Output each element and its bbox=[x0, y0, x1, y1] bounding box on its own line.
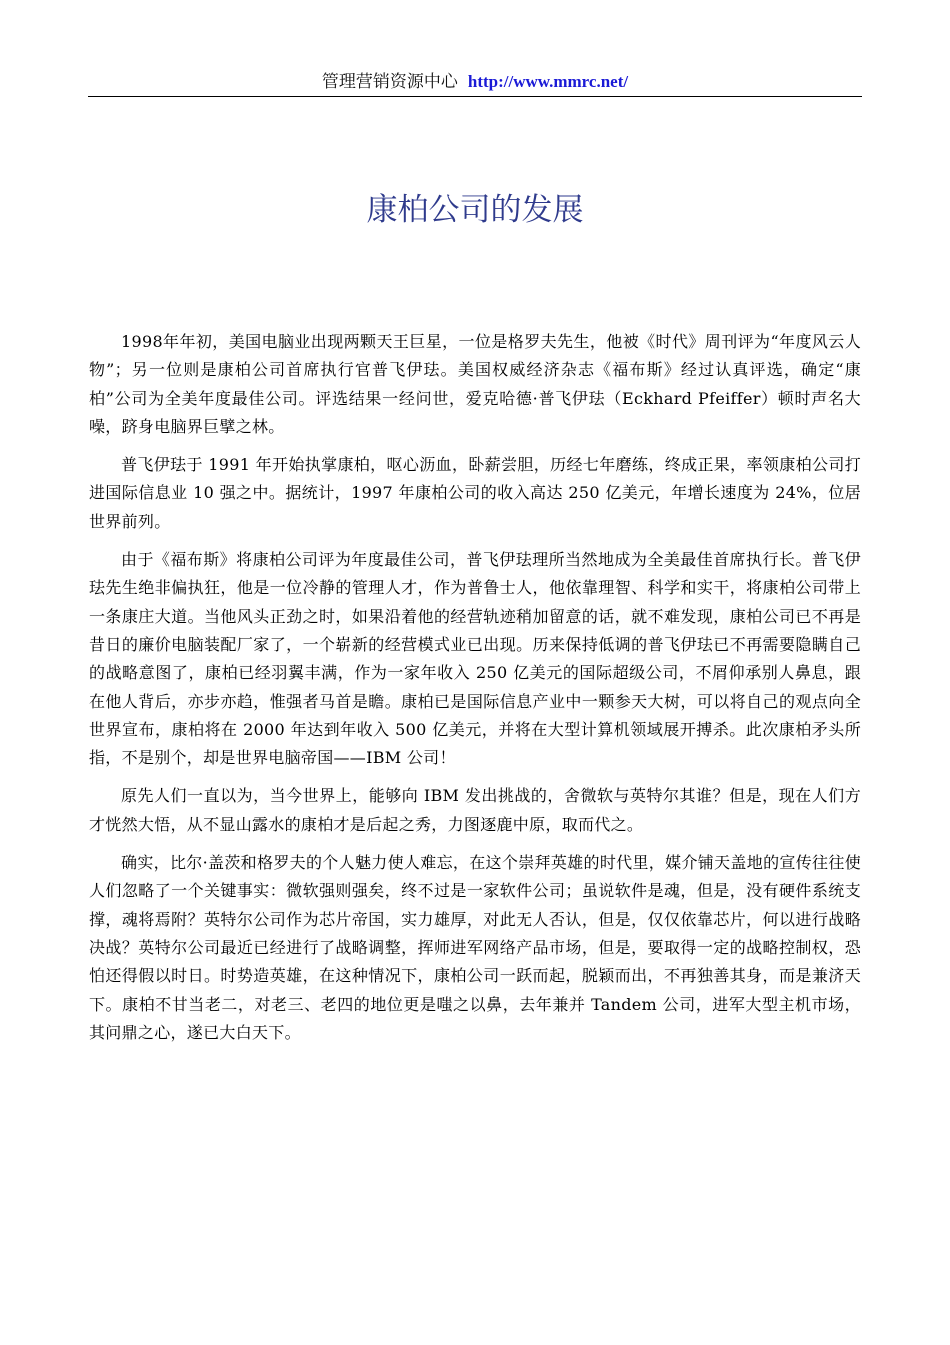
header-divider bbox=[88, 96, 862, 97]
paragraph: 确实，比尔·盖茨和格罗夫的个人魅力使人难忘，在这个崇拜英雄的时代里，媒介铺天盖地的宣传往往使人们忽略了一个关键事实：微软强则强矣，终不过是一家软件公司；虽说软件是魂，但是，没有硬件系统支撑，魂将焉附？英特尔公司作为芯片帝国，实力雄厚，对此无人否认，但是，仅仅依靠芯片，何以进行战略决战？英特尔公司最近已经进行了战略调整，挥师进军网络产品市场，但是，要取得一定的战略控制权，恐怕还得假以时日。时势造英雄，在这种情况下，康柏公司一跃而起，脱颖而出，不再独善其身，而是兼济天下。康柏不甘当老二，对老三、老四的地位更是嗤之以鼻，去年兼并 Tandem 公司，进军大型主机市场，其问鼎之心，遂已大白天下。 bbox=[89, 853, 861, 1042]
paragraph: 1998年年初，美国电脑业出现两颗天王巨星，一位是格罗夫先生，他被《时代》周刊评为“年度风云人物”；另一位则是康柏公司首席执行官普飞伊珐。美国权威经济杂志《福布斯》经过认真评选，确定“康柏”公司为全美年度最佳公司。评选结果一经问世，爱克哈德·普飞伊珐（Eckhard Pfeiffer）顿时声名大噪，跻身电脑界巨擘之林。 bbox=[89, 332, 861, 436]
site-name: 管理营销资源中心 bbox=[321, 72, 458, 92]
paragraph: 原先人们一直以为，当今世界上，能够向 IBM 发出挑战的，舍微软与英特尔其谁？但是，现在人们方才恍然大悟，从不显山露水的康柏才是后起之秀，力图逐鹿中原，取而代之。 bbox=[89, 786, 861, 834]
paragraph: 普飞伊珐于 1991 年开始执掌康柏，呕心沥血，卧薪尝胆，历经七年磨练，终成正果，率领康柏公司打进国际信息业 10 强之中。据统计，1997 年康柏公司的收入高达 250 亿美元，年增长速度为 24%，位居世界前列。 bbox=[89, 455, 861, 531]
article-body bbox=[89, 328, 861, 1057]
document-title: 康柏公司的发展 bbox=[366, 192, 584, 228]
page-header bbox=[88, 70, 862, 94]
paragraph: 由于《福布斯》将康柏公司评为年度最佳公司，普飞伊珐理所当然地成为全美最佳首席执行长。普飞伊珐先生绝非偏执狂，他是一位冷静的管理人才，作为普鲁士人，他依靠理智、科学和实干，将康柏公司带上一条康庄大道。当他风头正劲之时，如果沿着他的经营轨迹稍加留意的话，就不难发现，康柏公司已不再是昔日的廉价电脑装配厂家了，一个崭新的经营模式业已出现。历来保持低调的普飞伊珐已不再需要隐瞒自己的战略意图了，康柏已经羽翼丰满，作为一家年收入 250 亿美元的国际超级公司，不屑仰承别人鼻息，跟在他人背后，亦步亦趋，惟强者马首是瞻。康柏已是国际信息产业中一颗参天大树，可以将自己的观点向全世界宣布，康柏将在 2000 年达到年收入 500 亿美元，并将在大型计算机领域展开搏杀。此次康柏矛头所指，不是别个，却是世界电脑帝国——IBM 公司！ bbox=[89, 550, 861, 768]
site-url-link[interactable]: http://www.mmrc.net/ bbox=[467, 72, 629, 91]
